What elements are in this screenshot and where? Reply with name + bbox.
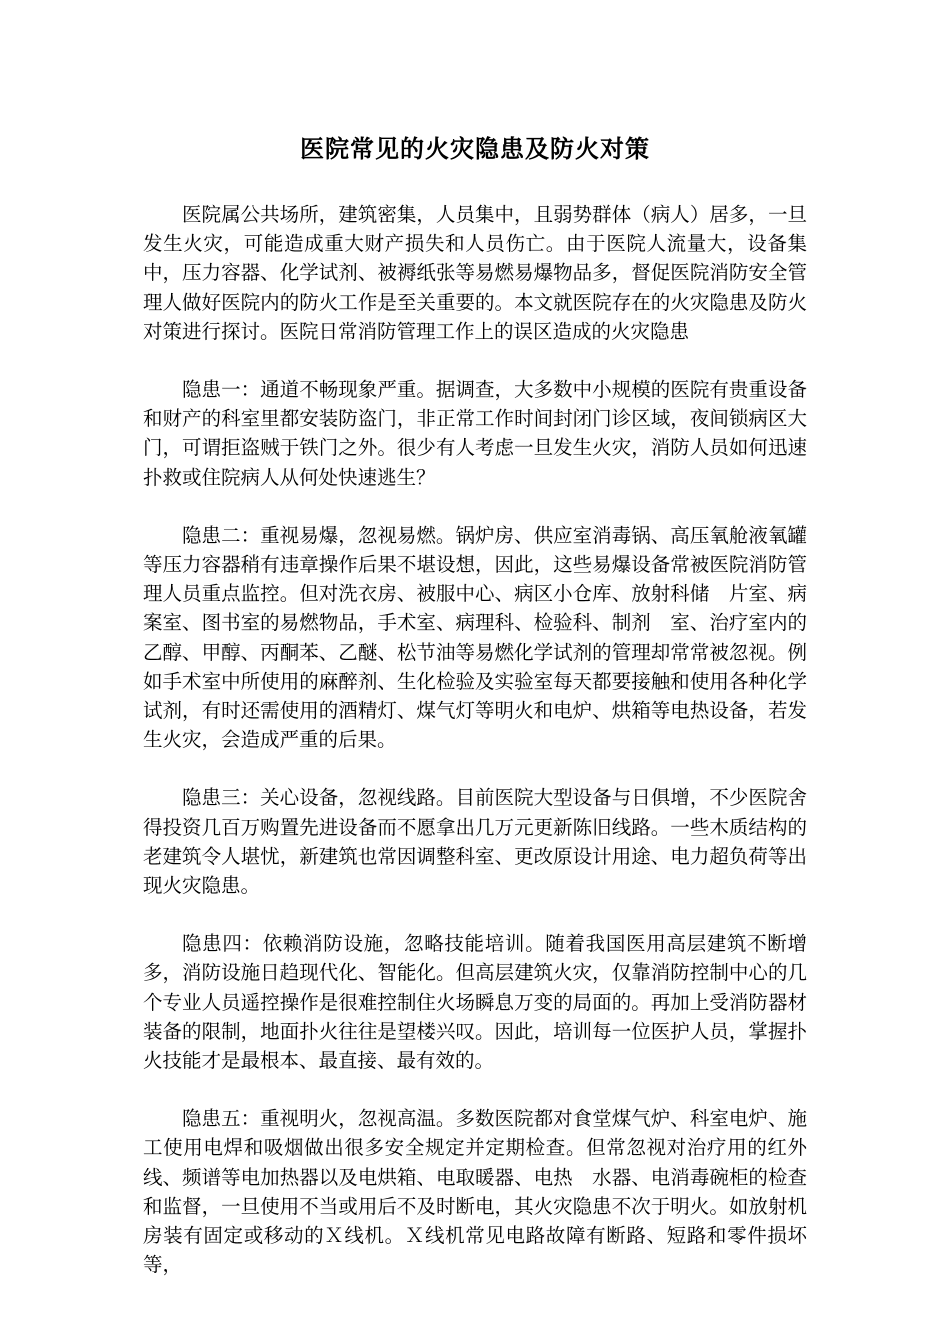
paragraph-hazard-2: 隐患二：重视易爆，忽视易燃。锅炉房、供应室消毒锅、高压氧舱液氧罐等压力容器稍有违章操作后果不堪设想，因此，这些易爆设备常被医院消防管理人员重点监控。但对洗衣房、被服中心、病区小仓库、放射科储 片室、病案室、图书室的易燃物品，手术室、病理科、检验科、制剂 室、治疗室内的乙醇、甲醇、丙酮苯、乙醚、松节油等易燃化学试剂的管理却常常被忽视。例如手术室中所使用的麻醉剂、生化检验及实验室每天都要接触和使用各种化学试剂，有时还需使用的酒精灯、煤气灯等明火和电炉、烘箱等电热设备，若发生火灾，会造成严重的后果。 xyxy=(143,523,807,752)
paragraph-hazard-3: 隐患三：关心设备，忽视线路。目前医院大型设备与日俱增，不少医院舍得投资几百万购置先进设备而不愿拿出几万元更新陈旧线路。一些木质结构的老建筑令人堪忧，新建筑也常因调整科室、更改原设计用途、电力超负荷等出现火灾隐患。 xyxy=(143,786,807,898)
paragraph-hazard-1: 隐患一：通道不畅现象严重。据调查，大多数中小规模的医院有贵重设备和财产的科室里都安装防盗门，非正常工作时间封闭门诊区域，夜间锁病区大门，可谓拒盗贼于铁门之外。很少有人考虑一旦发生火灾，消防人员如何迅速扑救或住院病人从何处快速逃生？ xyxy=(143,378,807,489)
document-title: 医院常见的火灾隐患及防火对策 xyxy=(300,134,650,163)
document-body xyxy=(143,200,807,1309)
paragraph-hazard-4: 隐患四：依赖消防设施，忽略技能培训。随着我国医用高层建筑不断增多，消防设施日趋现代化、智能化。但高层建筑火灾，仅靠消防控制中心的几个专业人员遥控操作是很难控制住火场瞬息万变的局面的。再加上受消防器材装备的限制，地面扑火往往是望楼兴叹。因此，培训每一位医护人员，掌握扑火技能才是最根本、最直接、最有效的。 xyxy=(143,932,807,1073)
paragraph-intro: 医院属公共场所，建筑密集，人员集中，且弱势群体（病人）居多，一旦发生火灾，可能造成重大财产损失和人员伤亡。由于医院人流量大，设备集中，压力容器、化学试剂、被褥纸张等易燃易爆物品多，督促医院消防安全管理人做好医院内的防火工作是至关重要的。本文就医院存在的火灾隐患及防火对策进行探讨。医院日常消防管理工作上的误区造成的火灾隐患 xyxy=(143,203,807,343)
paragraph-hazard-5: 隐患五：重视明火，忽视高温。多数医院都对食堂煤气炉、科室电炉、施工使用电焊和吸烟做出很多安全规定并定期检查。但常忽视对治疗用的红外线、频谱等电加热器以及电烘箱、电取暖器、电热 水器、电消毒碗柜的检查和监督，一旦使用不当或用后不及时断电，其火灾隐患不次于明火。如放射机房装有固定或移动的Ｘ线机。Ｘ线机常见电路故障有断路、短路和零件损坏等， xyxy=(143,1107,807,1277)
